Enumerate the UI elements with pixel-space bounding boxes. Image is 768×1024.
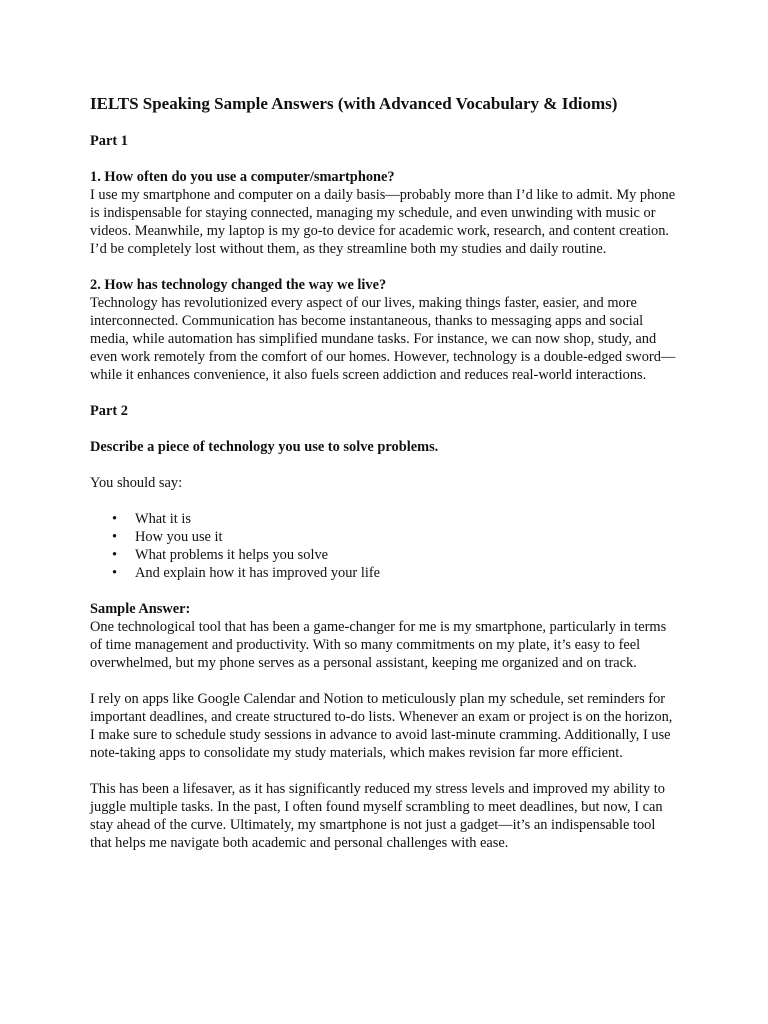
sample-paragraph-1: One technological tool that has been a game-changer for me is my smartphone, particularly in terms of time management and productivity. With so many commitments on my plate, it’s easy to feel overwhelmed, but my phone serves as a personal assistant, keeping me organized and on track. (90, 619, 667, 671)
bullet-icon: • (112, 547, 118, 563)
cue-card-prompt: Describe a piece of technology you use to solve problems. (90, 439, 439, 455)
should-say-label: You should say: (90, 475, 183, 491)
bullet-icon: • (112, 565, 118, 581)
part1-answer-1: I use my smartphone and computer on a daily basis—probably more than I’d like to admit. My phone is indispensable for staying connected, managing my schedule, and even unwinding with music or videos. Meanwhile, my laptop is my go-to device for academic work, research, and content creation. I’d be completely lost without them, as they streamline both my studies and daily routine. (90, 187, 676, 257)
bullet-icon: • (112, 511, 118, 527)
page-title: IELTS Speaking Sample Answers (with Advanced Vocabulary & Idioms) (90, 94, 618, 113)
bullet-item: • What it is (112, 511, 191, 527)
sample-paragraph-2: I rely on apps like Google Calendar and Notion to meticulously plan my schedule, set reminders for important deadlines, and create structured to-do lists. Whenever an exam or project is on the horizon, I make sure to schedule study sessions in advance to avoid last-minute cramming. Additionally, I use note-taking apps to consolidate my study materials, which makes revision far more efficient. (90, 691, 673, 761)
bullet-item: • What problems it helps you solve (112, 547, 329, 563)
part1-heading: Part 1 (90, 133, 128, 149)
part1-question-1: 1. How often do you use a computer/smartphone? (90, 169, 395, 185)
sample-answer-label: Sample Answer: (90, 601, 191, 617)
part1-question-2: 2. How has technology changed the way we live? (90, 277, 387, 293)
bullet-item: • And explain how it has improved your life (112, 565, 380, 581)
part2-heading: Part 2 (90, 403, 128, 419)
bullet-item: • How you use it (112, 529, 223, 545)
part1-answer-2: Technology has revolutionized every aspect of our lives, making things faster, easier, and more interconnected. Communication has become instantaneous, thanks to messaging apps and social media, while automation has simplified mundane tasks. For instance, we can now shop, study, and even work remotely from the comfort of our homes. However, technology is a double-edged sword—while it enhances convenience, it also fuels screen addiction and reduces real-world interactions. (90, 295, 676, 383)
bullet-icon: • (112, 529, 118, 545)
cue-card-bullets (90, 510, 678, 582)
sample-paragraph-3: This has been a lifesaver, as it has significantly reduced my stress levels and improved my ability to juggle multiple tasks. In the past, I often found myself scrambling to meet deadlines, but now, I can stay ahead of the curve. Ultimately, my smartphone is not just a gadget—it’s an indispensable tool that helps me navigate both academic and personal challenges with ease. (90, 781, 665, 851)
